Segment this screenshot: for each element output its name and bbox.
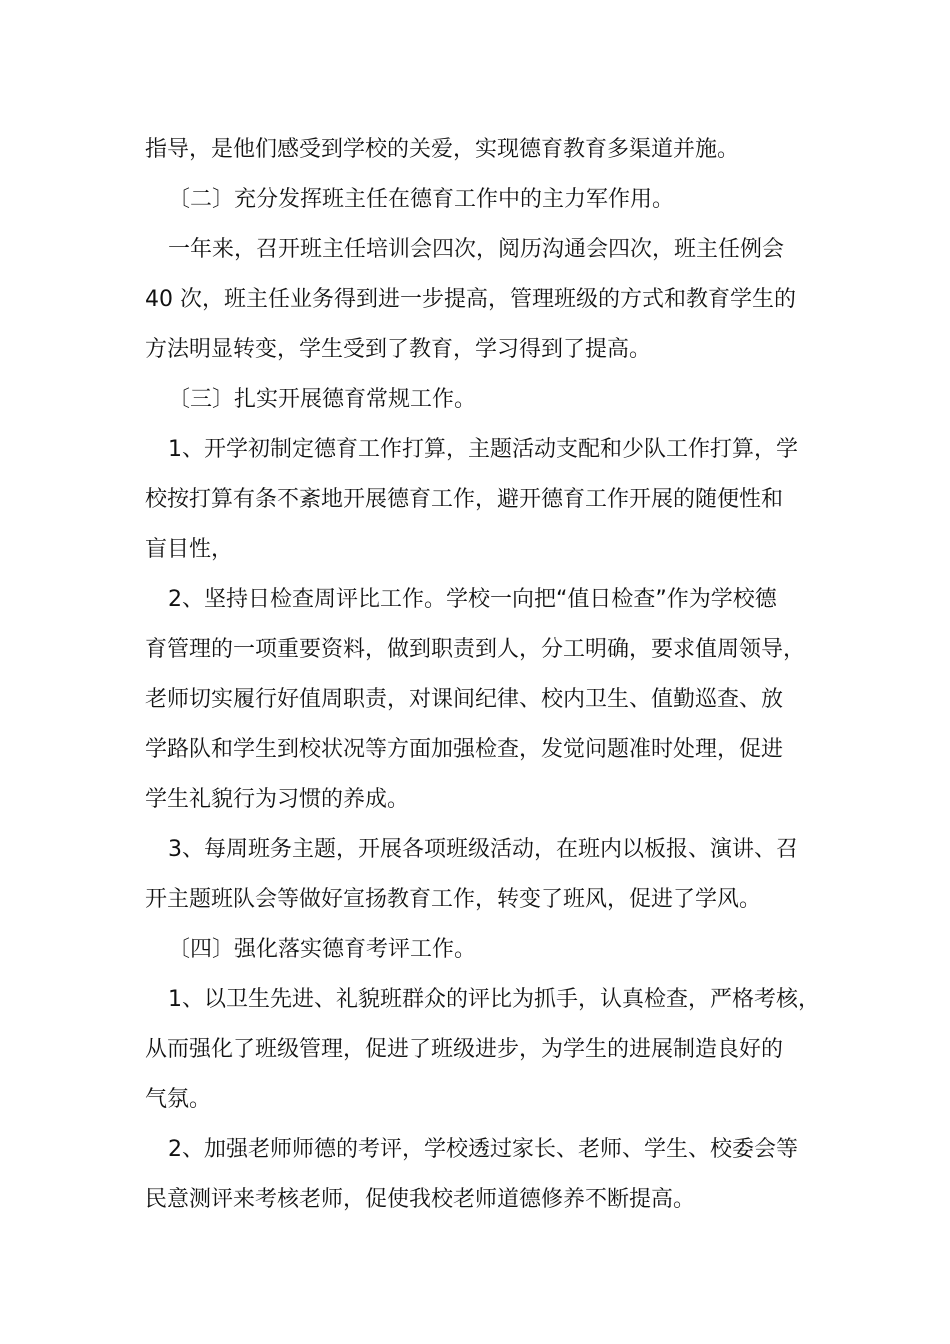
paragraph-line: 40 次，班主任业务得到进一步提高，管理班级的方式和教育学生的 bbox=[145, 287, 796, 312]
paragraph-line: 校按打算有条不紊地开展德育工作，避开德育工作开展的随便性和 bbox=[145, 487, 784, 512]
paragraph-line: 学生礼貌行为习惯的养成。 bbox=[145, 787, 410, 812]
paragraph-line: 开主题班队会等做好宣扬教育工作，转变了班风，促进了学风。 bbox=[145, 887, 762, 912]
paragraph-line: 学路队和学生到校状况等方面加强检查，发觉问题准时处理，促进 bbox=[145, 737, 784, 762]
paragraph-line: 方法明显转变，学生受到了教育，学习得到了提高。 bbox=[145, 337, 652, 362]
paragraph-line: 民意测评来考核老师，促使我校老师道德修养不断提高。 bbox=[145, 1187, 696, 1212]
list-item-2: 2、加强老师师德的考评，学校透过家长、老师、学生、校委会等 bbox=[168, 1137, 798, 1162]
section-heading-3: 〔三〕扎实开展德育常规工作。 bbox=[168, 387, 477, 412]
paragraph-line: 育管理的一项重要资料，做到职责到人，分工明确，要求值周领导， bbox=[145, 637, 806, 662]
list-item-1: 1、开学初制定德育工作打算，主题活动支配和少队工作打算，学 bbox=[168, 437, 798, 462]
paragraph-line: 盲目性， bbox=[145, 537, 234, 562]
paragraph-line: 老师切实履行好值周职责，对课间纪律、校内卫生、值勤巡查、放 bbox=[145, 687, 784, 712]
paragraph-line: 从而强化了班级管理，促进了班级进步，为学生的进展制造良好的 bbox=[145, 1037, 784, 1062]
paragraph-line: 指导，是他们感受到学校的关爱，实现德育教育多渠道并施。 bbox=[145, 137, 740, 162]
paragraph-line: 一年来，召开班主任培训会四次，阅历沟通会四次，班主任例会 bbox=[168, 237, 785, 262]
list-item-3: 3、每周班务主题，开展各项班级活动，在班内以板报、演讲、召 bbox=[168, 837, 798, 862]
section-heading-4: 〔四〕强化落实德育考评工作。 bbox=[168, 937, 477, 962]
list-item-1: 1、以卫生先进、礼貌班群众的评比为抓手，认真检查，严格考核， bbox=[168, 987, 820, 1012]
section-heading-2: 〔二〕充分发挥班主任在德育工作中的主力军作用。 bbox=[168, 187, 675, 212]
list-item-2: 2、坚持日检查周评比工作。学校一向把“值日检查”作为学校德 bbox=[168, 587, 777, 612]
paragraph-line: 气氛。 bbox=[145, 1087, 212, 1112]
